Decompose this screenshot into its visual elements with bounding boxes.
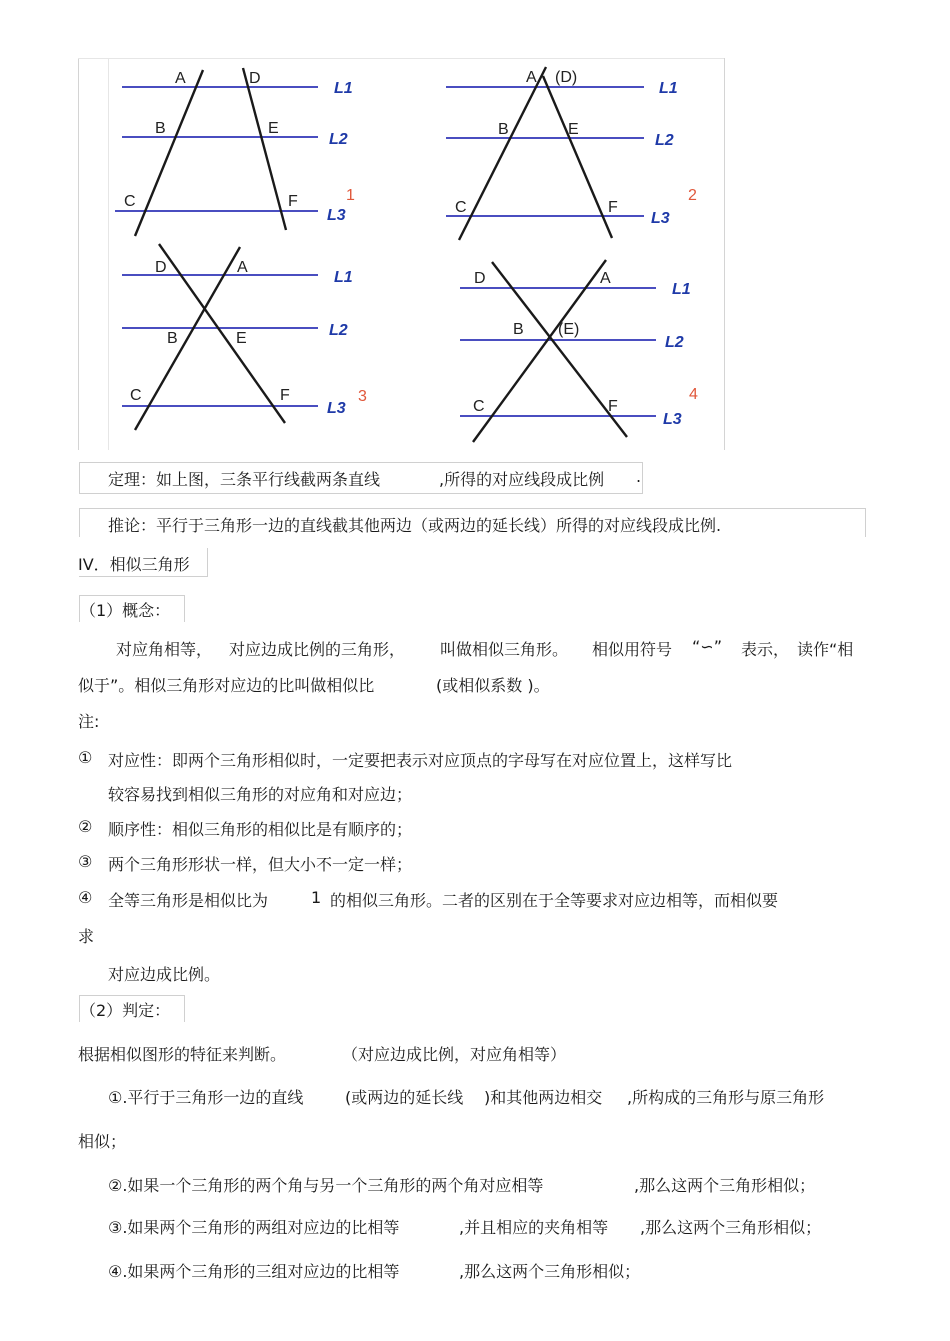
point-label: F [288, 193, 298, 210]
note-text: 对应性：即两个三角形相似时，一定要把表示对应顶点的字母写在对应位置上，这样写比 [108, 751, 733, 770]
concept-text: (或相似系数 )。 [436, 676, 550, 695]
panel-number: 2 [688, 187, 697, 204]
judge-intro: （对应边成比例，对应角相等） [342, 1045, 567, 1064]
line-label: L1 [334, 269, 353, 286]
point-label: C [124, 193, 136, 210]
corollary-text: 推论：平行于三角形一边的直线截其他两边（或两边的延长线）所得的对应线段成比例. [108, 516, 722, 535]
point-label: E [568, 121, 579, 138]
concept-text: 似于”。相似三角形对应边的比叫做相似比 [78, 676, 375, 695]
judge-intro: 根据相似图形的特征来判断。 [78, 1045, 287, 1064]
line-label: L3 [663, 411, 682, 428]
line-label: L1 [659, 80, 678, 97]
note-title: 注: [78, 712, 100, 731]
point-label: C [455, 199, 467, 216]
line-label: L2 [329, 131, 348, 148]
point-label: B [513, 321, 524, 338]
line-label: L3 [651, 210, 670, 227]
point-label: F [280, 387, 290, 404]
concept-text: 对应角相等， [116, 640, 213, 659]
theorem-text-a: 定理：如上图，三条平行线截两条直线 [108, 470, 381, 489]
point-label: E [236, 330, 247, 347]
line-label: L1 [672, 281, 691, 298]
point-label: (D) [555, 69, 578, 86]
concept-text: 表示， [741, 640, 790, 659]
judge-item: ②.如果一个三角形的两个角与另一个三角形的两个角对应相等 [108, 1176, 544, 1195]
panel-number: 3 [358, 388, 367, 405]
line-label: L2 [665, 334, 684, 351]
point-label: B [498, 121, 509, 138]
point-label: D [155, 259, 167, 276]
point-label: D [249, 70, 261, 87]
point-label: E [268, 120, 279, 137]
judge-item: ,那么这两个三角形相似； [640, 1218, 822, 1237]
note-mark: ② [78, 817, 93, 836]
parallel-lines-figure [0, 0, 950, 460]
panel-number: 4 [689, 386, 698, 403]
line-label: L3 [327, 207, 346, 224]
concept-title: （1）概念： [80, 601, 171, 620]
theorem-text-b: ,所得的对应线段成比例 [439, 470, 605, 489]
note-text: 两个三角形形状一样，但大小不一定一样； [108, 855, 413, 874]
concept-text: 读作“相 [797, 640, 854, 659]
point-label: A [600, 270, 611, 287]
panel-number: 1 [346, 187, 355, 204]
note-text: 求 [78, 927, 95, 946]
judge-item: (或两边的延长线 [345, 1088, 464, 1107]
judge-item: ,并且相应的夹角相等 [459, 1218, 609, 1237]
judge-item: ,所构成的三角形与原三角形 [627, 1088, 825, 1107]
note-text: 较容易找到相似三角形的对应角和对应边； [108, 785, 413, 804]
line-label: L2 [329, 322, 348, 339]
point-label: D [474, 270, 486, 287]
note-text: 全等三角形是相似比为 [108, 891, 269, 910]
line-label: L2 [655, 132, 674, 149]
point-label: A [526, 69, 537, 86]
section-title: IV．相似三角形 [78, 555, 190, 574]
judge-item: ③.如果两个三角形的两组对应边的比相等 [108, 1218, 400, 1237]
point-label: B [167, 330, 178, 347]
concept-text: “∽” [692, 637, 722, 656]
point-label: (E) [558, 321, 580, 338]
point-label: A [237, 259, 248, 276]
judge-item: ④.如果两个三角形的三组对应边的比相等 [108, 1262, 400, 1281]
concept-text: 相似用符号 [592, 640, 673, 659]
judge-item: ,那么这两个三角形相似； [459, 1262, 641, 1281]
judge-item: ①.平行于三角形一边的直线 [108, 1088, 304, 1107]
judge-title: （2）判定： [80, 1001, 171, 1020]
point-label: C [130, 387, 142, 404]
judge-item: )和其他两边相交 [484, 1088, 603, 1107]
point-label: F [608, 199, 618, 216]
point-label: C [473, 398, 485, 415]
note-mark: ④ [78, 888, 93, 907]
point-label: A [175, 70, 186, 87]
judge-item: 相似； [78, 1132, 127, 1151]
point-label: B [155, 120, 166, 137]
note-text: 的相似三角形。二者的区别在于全等要求对应边相等，而相似要 [330, 891, 779, 910]
line-label: L3 [327, 400, 346, 417]
judge-item: ,那么这两个三角形相似； [634, 1176, 816, 1195]
note-mark: ③ [78, 852, 93, 871]
point-label: F [608, 398, 618, 415]
note-text: 顺序性：相似三角形的相似比是有顺序的； [108, 820, 413, 839]
concept-text: 叫做相似三角形。 [440, 640, 569, 659]
theorem-text-end: . [636, 467, 642, 486]
note-text: 1 [311, 888, 322, 907]
note-mark: ① [78, 748, 93, 767]
line-label: L1 [334, 80, 353, 97]
concept-text: 对应边成比例的三角形， [229, 640, 406, 659]
note-text: 对应边成比例。 [108, 965, 221, 984]
